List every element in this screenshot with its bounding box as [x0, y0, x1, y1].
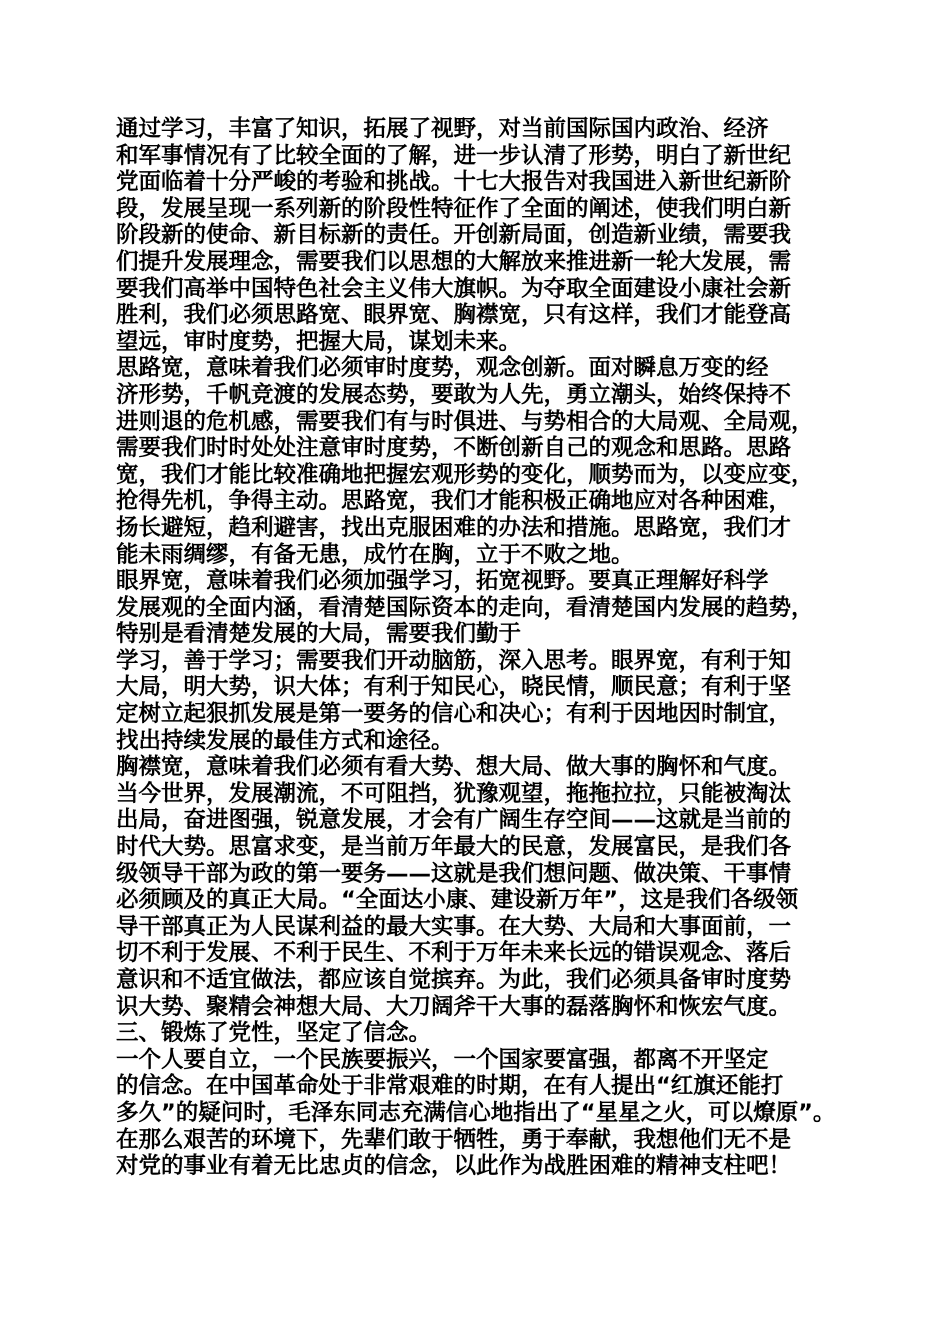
text-line: 段，发展呈现一系列新的阶段性特征作了全面的阐述，使我们明白新	[116, 195, 792, 222]
text-line: 能未雨绸缪，有备无患，成竹在胸，立于不败之地。	[116, 541, 634, 568]
text-line: 出局，奋进图强，锐意发展，才会有广阔生存空间——这就是当前的	[116, 807, 792, 834]
text-line: 对党的事业有着无比忠贞的信念，以此作为战胜困难的精神支柱吧！	[116, 1153, 792, 1180]
text-line: 导干部真正为人民谋利益的最大实事。在大势、大局和大事面前，一	[116, 913, 792, 940]
text-line: 党面临着十分严峻的考验和挑战。十七大报告对我国进入新世纪新阶	[116, 169, 792, 196]
text-line: 在那么艰苦的环境下，先辈们敢于牺牲，勇于奉献，我想他们无不是	[116, 1126, 792, 1153]
text-line: 阶段新的使命、新目标新的责任。开创新局面，创造新业绩，需要我	[116, 222, 792, 249]
text-line: 三、锻炼了党性，坚定了信念。	[116, 1020, 432, 1047]
text-line: 意识和不适宜做法，都应该自觉摈弃。为此，我们必须具备审时度势	[116, 967, 792, 993]
text-line: 的信念。在中国革命处于非常艰难的时期，在有人提出“红旗还能打	[116, 1073, 784, 1100]
text-line: 一个人要自立，一个民族要振兴，一个国家要富强，都离不开坚定	[116, 1046, 769, 1073]
text-line: 宽，我们才能比较准确地把握宏观形势的变化，顺势而为，以变应变，	[116, 461, 814, 488]
text-line: 多久”的疑问时，毛泽东同志充满信心地指出了“星星之火，可以燎原”。	[116, 1099, 836, 1126]
text-line: 思路宽，意味着我们必须审时度势，观念创新。面对瞬息万变的经	[116, 355, 769, 382]
text-line: 级领导干部为政的第一要务——这就是我们想问题、做决策、干事情	[116, 860, 792, 887]
text-line: 发展观的全面内涵，看清楚国际资本的走向，看清楚国内发展的趋势，	[116, 594, 814, 621]
text-line: 胸襟宽，意味着我们必须有看大势、想大局、做大事的胸怀和气度。	[116, 754, 792, 781]
text-line: 通过学习，丰富了知识，拓展了视野，对当前国际国内政治、经济	[116, 116, 769, 142]
text-line: 需要我们时时处处注意审时度势，不断创新自己的观念和思路。思路	[116, 435, 792, 462]
text-line: 大局，明大势，识大体；有利于知民心，晓民情，顺民意；有利于坚	[116, 674, 792, 701]
text-line: 当今世界，发展潮流，不可阻挡，犹豫观望，拖拖拉拉，只能被淘汰	[116, 780, 792, 807]
text-line: 望远，审时度势，把握大局，谋划未来。	[116, 328, 522, 355]
text-line: 定树立起狠抓发展是第一要务的信心和决心；有利于因地因时制宜，	[116, 701, 792, 728]
text-line: 胜利，我们必须思路宽、眼界宽、胸襟宽，只有这样，我们才能登高	[116, 302, 792, 329]
text-line: 眼界宽，意味着我们必须加强学习，拓宽视野。要真正理解好科学	[116, 568, 769, 595]
text-line: 时代大势。思富求变，是当前万年最大的民意，发展富民，是我们各	[116, 834, 792, 861]
body-text	[116, 116, 856, 1180]
text-line: 济形势，千帆竞渡的发展态势，要敢为人先，勇立潮头，始终保持不	[116, 381, 792, 408]
text-line: 识大势、聚精会神想大局、大刀阔斧干大事的磊落胸怀和恢宏气度。	[116, 993, 792, 1020]
text-line: 扬长避短，趋利避害，找出克服困难的办法和措施。思路宽，我们才	[116, 514, 792, 541]
text-line: 特别是看清楚发展的大局，需要我们勤于	[116, 621, 522, 648]
text-line: 抢得先机，争得主动。思路宽，我们才能积极正确地应对各种困难，	[116, 488, 792, 515]
text-line: 找出持续发展的最佳方式和途径。	[116, 727, 454, 754]
text-line: 学习，善于学习；需要我们开动脑筋，深入思考。眼界宽，有利于知	[116, 647, 792, 674]
text-line: 切不利于发展、不利于民生、不利于万年未来长远的错误观念、落后	[116, 940, 792, 967]
text-line: 要我们高举中国特色社会主义伟大旗帜。为夺取全面建设小康社会新	[116, 275, 792, 302]
text-line: 进则退的危机感，需要我们有与时俱进、与势相合的大局观、全局观，	[116, 408, 814, 435]
text-line: 们提升发展理念，需要我们以思想的大解放来推进新一轮大发展，需	[116, 248, 792, 275]
text-line: 必须顾及的真正大局。“全面达小康、建设新万年”，这是我们各级领	[116, 887, 799, 914]
text-line: 和军事情况有了比较全面的了解，进一步认清了形势，明白了新世纪	[116, 142, 792, 169]
